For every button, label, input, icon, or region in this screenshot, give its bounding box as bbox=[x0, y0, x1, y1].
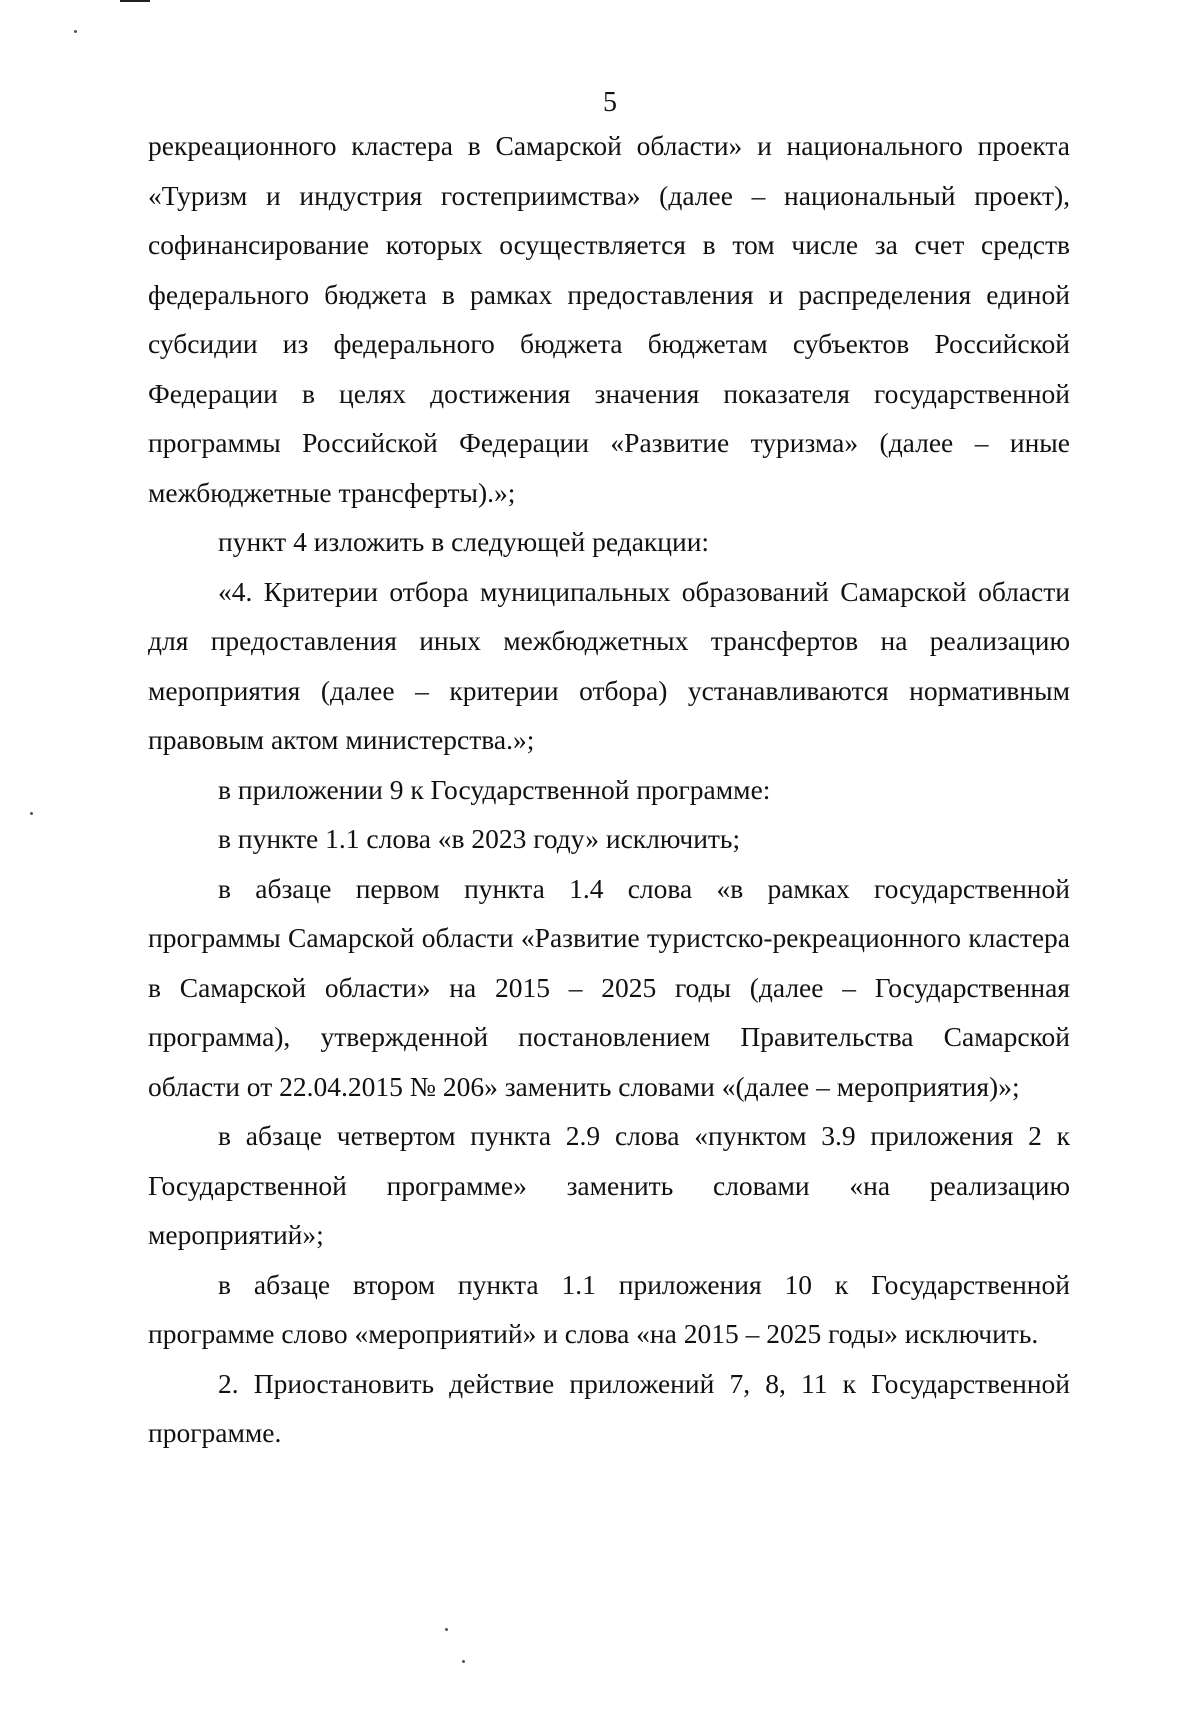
scan-speck bbox=[445, 1628, 448, 1631]
scan-speck bbox=[462, 1660, 465, 1663]
paragraph-appendix-9: в приложении 9 к Государственной программе: bbox=[218, 773, 771, 805]
paragraph-point-4-intro: пункт 4 изложить в следующей редакции: bbox=[218, 526, 710, 557]
paragraph-point-1-1: в пункте 1.1 слова «в 2023 году» исключить; bbox=[218, 823, 741, 854]
paragraph-continuation: рекреационного кластера в Самарской области» и национального проекта «Туризм и индустрия гостеприимства» (далее – национальный проект), софинансирование которых осуществляется в том числе за счет средств федерального бюджета в рамках предоставления и распределения единой субсидии из федерального бюджета бюджетам субъектов Российской Федерации в целях достижения значения показателя государственной программы Российской Федерации «Развитие туризма» (далее – иные межбюджетные трансферты).»; bbox=[148, 130, 1070, 508]
top-rule bbox=[120, 0, 150, 2]
paragraph-point-4-text: «4. Критерии отбора муниципальных образований Самарской области для предоставления иных межбюджетных трансфертов на реализацию мероприятия (далее – критерии отбора) устанавливаются нормативным правовым актом министерства.»; bbox=[148, 575, 1070, 755]
document-body bbox=[148, 121, 1070, 1458]
paragraph-appendix-10: в абзаце втором пункта 1.1 приложения 10 к Государственной программе слово «мероприятий» и слова «на 2015 – 2025 годы» исключить. bbox=[148, 1268, 1070, 1349]
paragraph-suspend: 2. Приостановить действие приложений 7, 8, 11 к Государственной программе. bbox=[148, 1367, 1070, 1448]
paragraph-point-1-4: в абзаце первом пункта 1.4 слова «в рамках государственной программы Самарской области «Развитие туристско-рекреационного кластера в Самарской области» на 2015 – 2025 годы (далее – Государственная программа), утвержденной постановлением Правительства Самарской области от 22.04.2015 № 206» заменить словами «(далее – мероприятия)»; bbox=[148, 872, 1070, 1102]
paragraph-point-2-9: в абзаце четвертом пункта 2.9 слова «пунктом 3.9 приложения 2 к Государственной программе» заменить словами «на реализацию мероприятий»; bbox=[148, 1120, 1070, 1250]
scan-speck bbox=[74, 30, 77, 33]
page-number: 5 bbox=[603, 87, 617, 118]
scan-speck bbox=[30, 812, 33, 815]
